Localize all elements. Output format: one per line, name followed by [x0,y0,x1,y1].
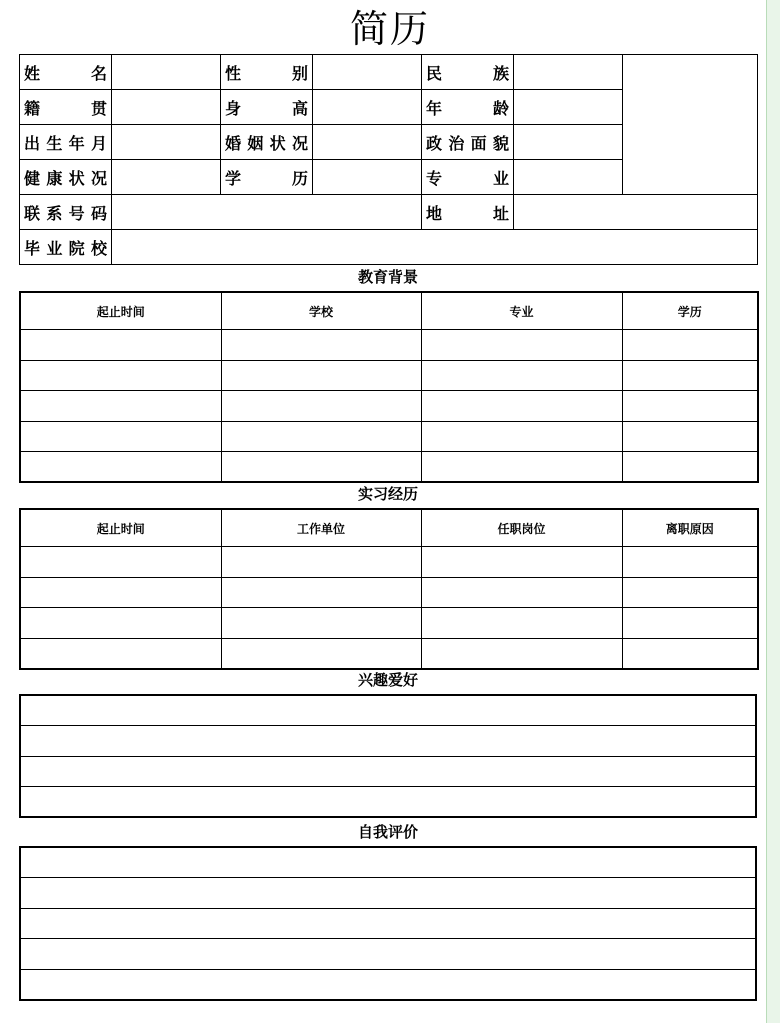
self-eval-table [19,846,757,1001]
internship-title: 实习经历 [357,485,418,503]
education-table [19,291,759,483]
edu-header-degree: 学历 [622,292,758,330]
table-row [20,878,756,909]
table-row [20,847,756,878]
education-title: 教育背景 [357,268,418,286]
height-field[interactable] [313,90,422,125]
major-field[interactable] [514,160,623,195]
intern-header-leave-reason: 离职原因 [622,509,758,547]
hobbies-title: 兴趣爱好 [357,671,418,689]
table-row [20,787,756,818]
table-row [20,421,758,452]
label-major: 专 业 [422,160,514,195]
native-place-field[interactable] [112,90,221,125]
phone-field[interactable] [112,195,422,230]
label-birth-date: 出生年月 [20,125,112,160]
table-row [20,547,758,578]
label-gender: 性 别 [221,55,313,90]
intern-header-position: 任职岗位 [421,509,622,547]
table-row [20,360,758,391]
edu-header-major: 专业 [421,292,622,330]
table-row [20,969,756,1000]
label-health: 健康状况 [20,160,112,195]
label-phone: 联系号码 [20,195,112,230]
gender-field[interactable] [313,55,422,90]
photo-area[interactable] [623,55,758,195]
edu-header-period: 起止时间 [20,292,221,330]
label-ethnicity: 民 族 [422,55,514,90]
birth-date-field[interactable] [112,125,221,160]
ethnicity-field[interactable] [514,55,623,90]
self-eval-title: 自我评价 [357,823,418,841]
label-age: 年 龄 [422,90,514,125]
hobbies-table [19,694,757,818]
school-field[interactable] [112,230,758,265]
personal-info-table [19,54,758,265]
intern-header-period: 起止时间 [20,509,221,547]
label-degree: 学 历 [221,160,313,195]
intern-header-employer: 工作单位 [221,509,421,547]
table-row [20,577,758,608]
table-row [20,726,756,757]
table-row [20,608,758,639]
page-title: 简历 [349,7,430,51]
health-field[interactable] [112,160,221,195]
label-height: 身 高 [221,90,313,125]
internship-table [19,508,759,670]
label-political-status: 政治面貌 [422,125,514,160]
age-field[interactable] [514,90,623,125]
table-row [20,939,756,970]
table-row [20,908,756,939]
political-status-field[interactable] [514,125,623,160]
table-row [20,391,758,422]
address-field[interactable] [514,195,758,230]
table-row [20,638,758,669]
label-name: 姓 名 [20,55,112,90]
name-field[interactable] [112,55,221,90]
edu-header-school: 学校 [221,292,421,330]
label-native-place: 籍 贯 [20,90,112,125]
degree-field[interactable] [313,160,422,195]
marital-status-field[interactable] [313,125,422,160]
table-row [20,756,756,787]
label-marital-status: 婚姻状况 [221,125,313,160]
label-address: 地 址 [422,195,514,230]
table-row [20,695,756,726]
label-school: 毕业院校 [20,230,112,265]
table-row [20,452,758,483]
window-edge [766,0,780,1023]
table-row [20,330,758,361]
